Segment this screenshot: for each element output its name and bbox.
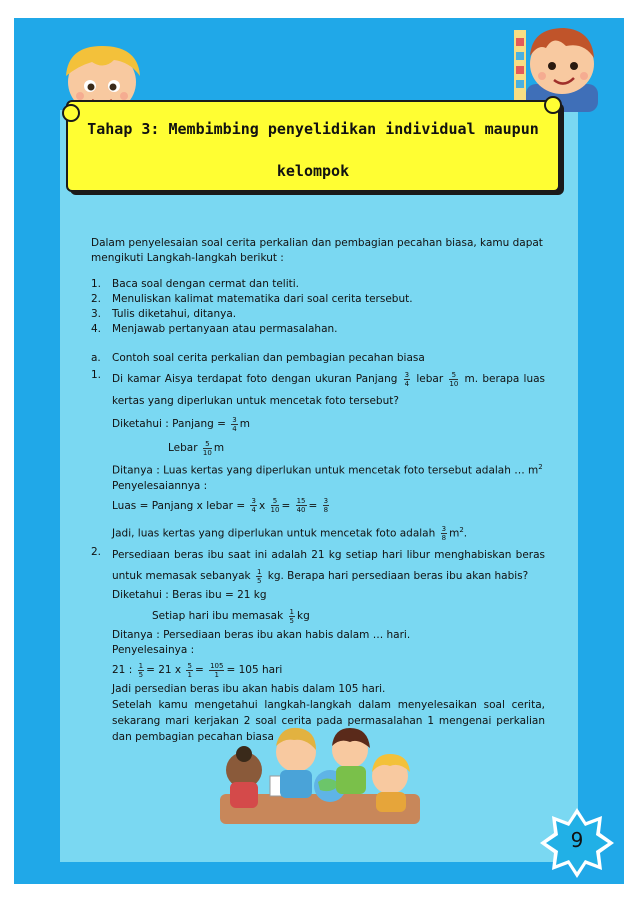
step-item: 4. Menjawab pertanyaan atau permasalahan.	[91, 323, 338, 335]
fraction: $\frac{15}{40}$	[296, 497, 306, 514]
lesson-content	[91, 236, 545, 745]
fraction: $\frac{5}{10}$	[270, 497, 280, 514]
example-1-known-width: Lebar $\frac{5}{10}$ m	[168, 439, 225, 457]
step-item: 2. Menuliskan kalimat matematika dari soal cerita tersebut.	[91, 293, 413, 305]
fraction: $\frac{3}{4}$	[232, 415, 237, 433]
section-a-heading: a. Contoh soal cerita perkalian dan pembagian pecahan biasa	[91, 352, 425, 364]
example-1-asked: Ditanya : Luas kertas yang diperlukan untuk mencetak foto tersebut adalah … $m^2$	[112, 463, 543, 477]
fraction: $\frac{5}{10}$	[449, 370, 459, 388]
fraction: $\frac{105}{1}$	[210, 661, 224, 679]
fraction: $\frac{3}{4}$	[404, 370, 410, 388]
title-banner	[66, 100, 560, 192]
example-1: 1. Di kamar Aisya terdapat foto dengan ukuran Panjang $\frac{3}{4}$ lebar $\frac{5}{10}$ m. berapa luas kertas yang diperlukan untuk mencetak foto tersebut? Diketahui : Panjang = $\frac{3}{4}$ m Lebar $\frac{5}{10}$ m Ditanya : Luas kertas yang diperlukan untuk mencetak foto tersebut adalah … $m^2$ Penyelesaiannya : Luas = Panjang x lebar = $\frac{3}{4}$ x $\frac{5}{10}$ = $\frac{15}{40}$ = $\frac{3}{8}$ Jadi, luas kertas yang diperlukan untuk mencetak foto adalah $\frac{3}{8}$ $m^2$.	[91, 368, 545, 545]
example-2-calculation: 21 : $\frac{1}{5}$ = 21 x $\frac{5}{1}$ = $\frac{105}{1}$ = 105 hari	[112, 661, 283, 679]
step-item: 1. Baca soal dengan cermat dan teliti.	[91, 278, 299, 290]
example-1-calculation: Luas = Panjang x lebar = $\frac{3}{4}$ x $\frac{5}{10}$ = $\frac{15}{40}$ = $\frac{3}{8}$	[112, 497, 329, 514]
fraction: $\frac{5}{1}$	[187, 661, 192, 679]
page-number: 9	[570, 828, 584, 852]
fraction: $\frac{3}{8}$	[323, 497, 329, 514]
example-1-question: Di kamar Aisya terdapat foto dengan ukuran Panjang $\frac{3}{4}$ lebar $\frac{5}{10}$ m. berapa luas kertas yang diperlukan untuk mencetak foto tersebut?	[112, 370, 546, 407]
title-line-1: Tahap 3: Membimbing penyelidikan individual maupun	[87, 120, 539, 138]
step-item: 3. Tulis diketahui, ditanya.	[91, 308, 237, 320]
steps-list	[91, 277, 545, 337]
example-1-solution-label: Penyelesaiannya :	[112, 479, 208, 492]
fraction: $\frac{5}{10}$	[202, 439, 212, 457]
example-2-question: Persediaan beras ibu saat ini adalah 21 kg setiap hari libur menghabiskan beras untuk memasak sebanyak $\frac{1}{5}$ kg. Berapa hari persediaan beras ibu akan habis?	[112, 549, 545, 585]
example-2-known-rice: Diketahui : Beras ibu = 21 kg	[112, 589, 267, 601]
fraction: $\frac{1}{5}$	[289, 607, 294, 625]
example-2: 2. Persediaan beras ibu saat ini adalah 21 kg setiap hari libur menghabiskan beras untuk memasak sebanyak $\frac{1}{5}$ kg. Berapa hari persediaan beras ibu akan habis? Diketahui : Beras ibu = 21 kg Setiap hari ibu memasak $\frac{1}{5}$ kg Ditanya : Persediaan beras ibu akan habis dalam … hari. Penyelesainya : 21 : $\frac{1}{5}$ = 21 x $\frac{5}{1}$ = $\frac{105}{1}$ = 105 hari Jadi persedian beras ibu akan habis dalam 105 hari. Setelah kamu mengetahui langkah-langkah dalam menyelesaikan soal cerita, sekarang mari kerjakan 2 soal cerita pada permasalahan 1 mengenai perkalian dan pembagian pecahan biasa	[91, 546, 545, 743]
title-line-2: kelompok	[276, 162, 350, 180]
example-2-conclusion: Jadi persedian beras ibu akan habis dalam 105 hari.	[112, 683, 386, 695]
fraction: $\frac{3}{8}$	[441, 524, 447, 542]
example-2-known-daily: Setiap hari ibu memasak $\frac{1}{5}$ kg	[152, 607, 310, 625]
fraction: $\frac{3}{4}$	[251, 497, 256, 514]
example-2-asked: Ditanya : Persediaan beras ibu akan habis dalam … hari.	[112, 629, 411, 641]
closing-text: Setelah kamu mengetahui langkah-langkah dalam menyelesaikan soal cerita, sekarang mari kerjakan 2 soal cerita pada permasalahan 1 mengenai perkalian dan pembagian pecahan biasa	[112, 699, 545, 743]
example-2-solution-label: Penyelesainya :	[112, 644, 195, 656]
children-studying-illustration	[210, 720, 430, 828]
banner-curl-left	[62, 104, 80, 122]
intro-text: Dalam penyelesaian soal cerita perkalian dan pembagian pecahan biasa, kamu dapat mengikuti Langkah-langkah berikut :	[91, 237, 543, 264]
fraction: $\frac{1}{5}$	[138, 661, 144, 679]
example-1-conclusion: Jadi, luas kertas yang diperlukan untuk mencetak foto adalah $\frac{3}{8}$ $m^2$.	[112, 524, 468, 542]
banner-curl-right	[544, 96, 562, 114]
example-1-known-length: Diketahui : Panjang = $\frac{3}{4}$ m	[112, 415, 250, 433]
fraction: $\frac{1}{5}$	[256, 567, 262, 585]
